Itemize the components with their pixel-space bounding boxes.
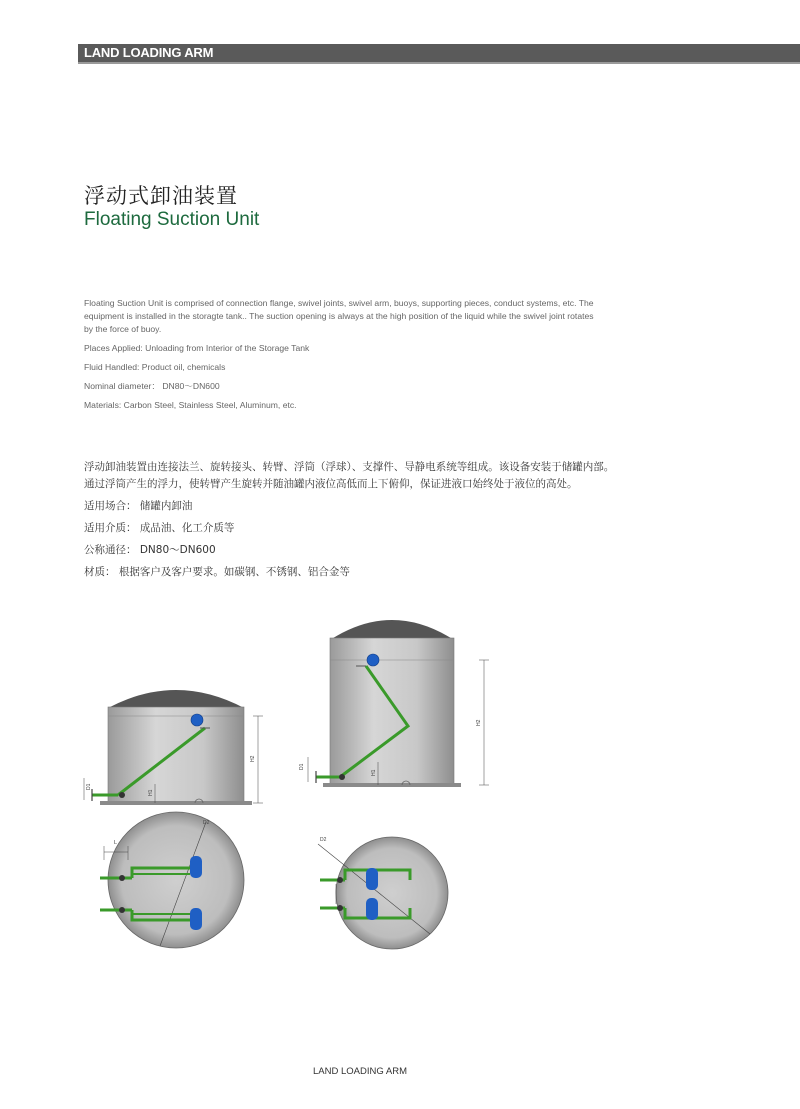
right-d1-label: D1 <box>299 763 305 770</box>
right-tank-plan <box>318 837 448 949</box>
left-tank-plan <box>100 812 244 948</box>
chinese-diameter: 公称通径： DN80～DN600 <box>84 544 216 556</box>
english-materials: Materials: Carbon Steel, Stainless Steel, Aluminum, etc. <box>84 400 297 410</box>
left-plan-buoy-lower <box>190 908 202 930</box>
right-h2-label: H2 <box>476 719 482 726</box>
english-places: Places Applied: Unloading from Interior of the Storage Tank <box>84 343 310 353</box>
left-tank-elevation <box>84 690 263 805</box>
english-diameter: Nominal diameter： DN80～DN600 <box>84 381 220 391</box>
chinese-materials: 材质： 根据客户及客户要求。如碳钢、不锈钢、铝合金等 <box>84 566 350 578</box>
left-d1-label: D1 <box>86 783 92 790</box>
english-fluid: Fluid Handled: Product oil, chemicals <box>84 362 226 372</box>
right-plan-buoy-upper <box>366 868 378 890</box>
left-tank-roof <box>108 690 244 708</box>
chinese-fluid: 适用介质： 成品油、化工介质等 <box>84 522 235 534</box>
left-buoy <box>191 714 203 726</box>
left-h1-label: H1 <box>148 789 154 796</box>
left-plan-buoy-upper <box>190 856 202 878</box>
right-plan-buoy-lower <box>366 898 378 920</box>
page-title-english: Floating Suction Unit <box>84 209 260 230</box>
page-title-chinese: 浮动式卸油装置 <box>84 184 238 208</box>
header-title: LAND LOADING ARM <box>84 45 214 60</box>
left-d2-label: D2 <box>203 820 210 826</box>
left-h2-label: H2 <box>250 755 256 762</box>
right-buoy <box>367 654 379 666</box>
english-description-block <box>84 297 604 418</box>
right-d2-label: D2 <box>320 837 327 843</box>
chinese-description-block <box>84 459 624 586</box>
right-tank-roof <box>330 620 454 640</box>
footer-text: LAND LOADING ARM <box>313 1066 407 1077</box>
right-h1-label: H1 <box>371 769 377 776</box>
chinese-places: 适用场合： 储罐内卸油 <box>84 500 193 512</box>
header-accent-line <box>78 62 800 64</box>
tank-diagrams <box>0 600 800 960</box>
left-l-label: L <box>114 840 118 846</box>
chinese-description: 浮动卸油装置由连接法兰、旋转接头、转臂、浮筒（浮球）、支撑件、导静电系统等组成。该设备安装于储罐内部。通过浮筒产生的浮力，使转臂产生旋转并随油罐内液位高低而上下俯仰，保证进液口始终处于液位的高处。 <box>84 461 615 490</box>
english-description: Floating Suction Unit is comprised of connection flange, swivel joints, swivel arm, buoys, supporting pieces, conduct systems, etc. The equipment is installed in the storagte tank.. The suction opening is always at the high position of the liquid while the swivel joint rotates by the force of buoy. <box>84 298 594 334</box>
right-tank-elevation <box>299 620 489 787</box>
